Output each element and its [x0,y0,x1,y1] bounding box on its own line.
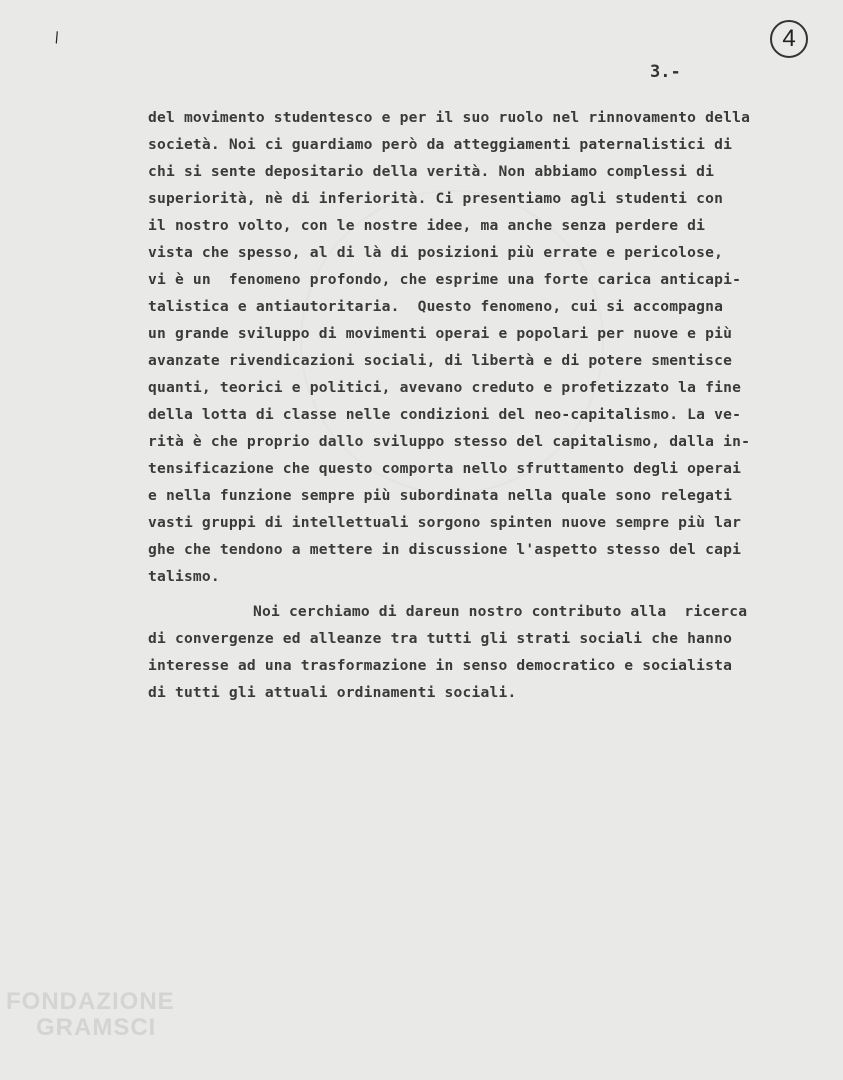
text-line: Noi cerchiamo di dareun nostro contributo alla ricerca [253,603,748,620]
text-line: vista che spesso, al di là di posizioni più errate e pericolose, [148,244,724,261]
text-line: rità è che proprio dallo sviluppo stesso del capitalismo, dalla in- [148,433,751,450]
text-line: del movimento studentesco e per il suo ruolo nel rinnovamento della [148,109,751,126]
text-line: quanti, teorici e politici, avevano creduto e profetizzato la fine [148,379,742,396]
text-line: e nella funzione sempre più subordinata nella quale sono relegati [148,487,733,504]
text-line: il nostro volto, con le nostre idee, ma anche senza perdere di [148,217,706,234]
handwritten-page-number: 4 [770,20,808,58]
body-text [148,104,818,706]
text-line: di convergenze ed alleanze tra tutti gli strati sociali che hanno [148,630,733,647]
corner-mark: \ [51,29,62,48]
watermark-line-1: FONDAZIONE [6,988,175,1015]
archive-watermark [6,990,175,1040]
text-line: di tutti gli attuali ordinamenti sociali. [148,684,517,701]
text-line: vi è un fenomeno profondo, che esprime una forte carica anticapi- [148,271,742,288]
text-line: talismo. [148,568,220,585]
text-line: avanzate rivendicazioni sociali, di libertà e di potere smentisce [148,352,733,369]
text-line: superiorità, nè di inferiorità. Ci presentiamo agli studenti con [148,190,724,207]
text-line: tensificazione che questo comporta nello sfruttamento degli operai [148,460,742,477]
text-line: chi si sente depositario della verità. Non abbiamo complessi di [148,163,715,180]
text-line: un grande sviluppo di movimenti operai e popolari per nuove e più [148,325,733,342]
text-line: della lotta di classe nelle condizioni del neo-capitalismo. La ve- [148,406,742,423]
text-line: interesse ad una trasformazione in senso democratico e socialista [148,657,733,674]
text-line: talistica e antiautoritaria. Questo fenomeno, cui si accompagna [148,298,724,315]
typed-page-number: 3.- [650,62,681,82]
watermark-line-2: GRAMSCI [36,1014,157,1041]
paragraph-gap [148,590,818,598]
text-line: vasti gruppi di intellettuali sorgono spinten nuove sempre più lar [148,514,742,531]
text-line: ghe che tendono a mettere in discussione l'aspetto stesso del capi [148,541,742,558]
text-line: società. Noi ci guardiamo però da atteggiamenti paternalistici di [148,136,733,153]
